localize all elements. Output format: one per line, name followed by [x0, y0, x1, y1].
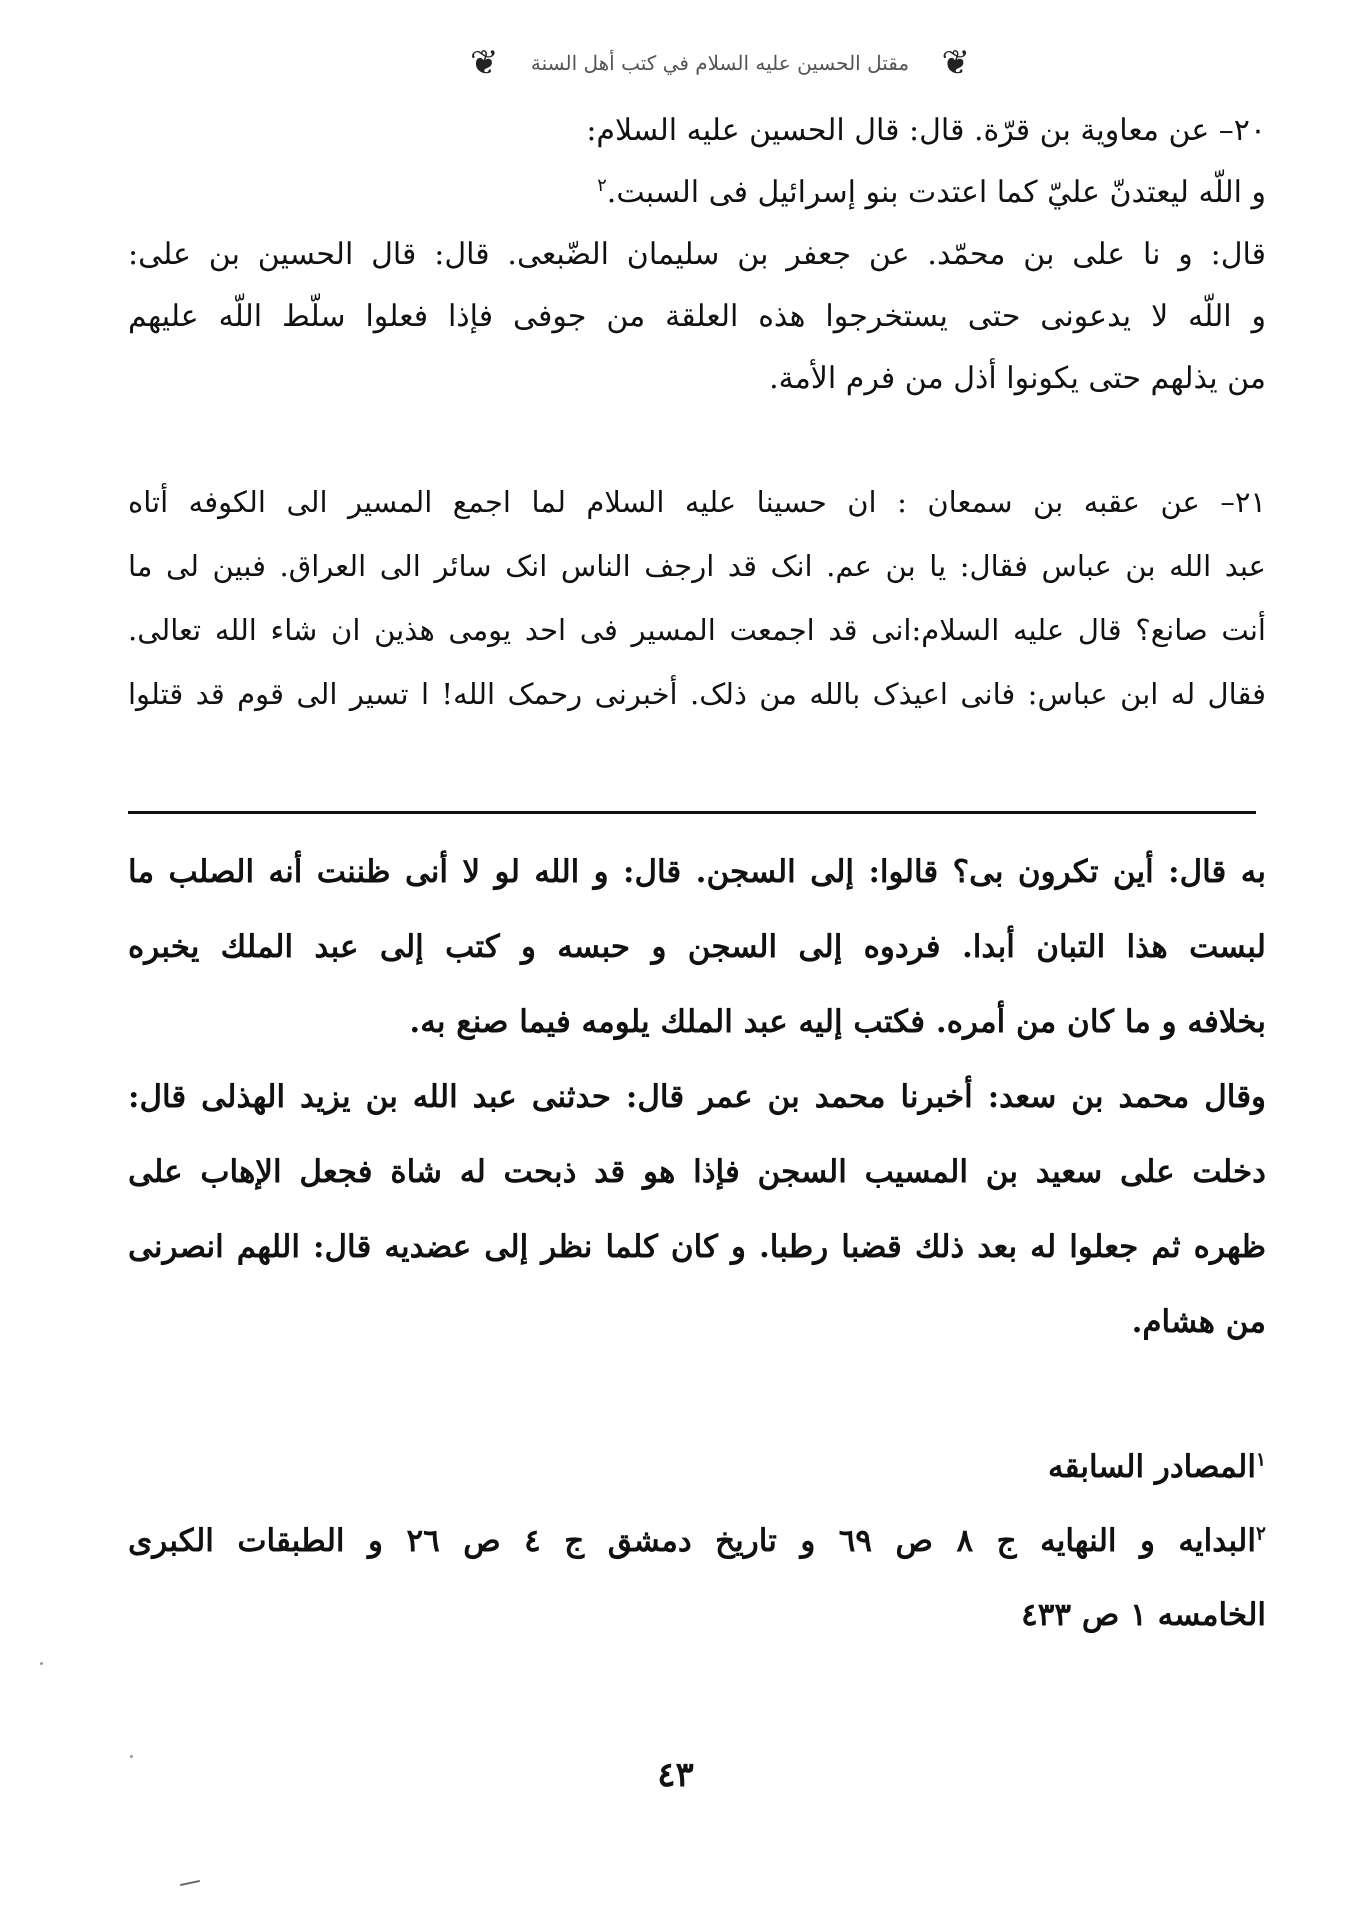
footnote-ref: ٢ — [597, 175, 607, 196]
narration-block — [128, 835, 1266, 1360]
scan-mark — [180, 1880, 200, 1886]
text-line: ظهره ثم جعلوا له بعد ذلك قضبا رطبا. و كان كلما نظر إلى عضديه قال: اللهم انصرنى — [128, 1229, 1266, 1265]
page-number: ٤٣ — [657, 1755, 694, 1795]
text-line: دخلت على سعيد بن المسيب السجن فإذا هو قد ذبحت له شاة فجعل الإهاب على — [128, 1154, 1266, 1190]
footnote-marker: ١ — [1256, 1449, 1266, 1471]
text-line: من هشام. — [1131, 1304, 1266, 1340]
text-line: قال: و نا على بن محمّد. عن جعفر بن سليمان الضّبعى. قال: قال الحسين بن على: — [128, 237, 1266, 272]
section-divider — [128, 811, 1256, 814]
text-line: به قال: أين تكرون بى؟ قالوا: إلى السجن. قال: و الله لو لا أنى ظننت أنه الصلب ما — [128, 854, 1266, 890]
hadith-21-block — [128, 470, 1266, 726]
text-line: أنت صانع؟ قال عليه السلام:انى قد اجمعت المسير فى احد يومى هذين ان شاء الله تعالى. — [128, 613, 1266, 647]
text-line: و اللّه لا يدعونى حتى يستخرجوا هذه العلقة من جوفى فإذا فعلوا سلّط اللّه عليهم — [128, 299, 1266, 334]
hadith-20-block — [128, 100, 1266, 410]
scan-speck — [130, 1755, 133, 1758]
text-line — [128, 162, 1266, 224]
footnote-text: المصادر السابقه — [1048, 1449, 1256, 1485]
ornament-left-icon: ❦ — [470, 43, 499, 83]
page-header — [470, 40, 970, 86]
text-line: من يذلهم حتى يكونوا أذل من فرم الأمة. — [769, 361, 1266, 396]
text-line: فقال له ابن عباس: فانى اعيذک بالله من ذلک. أخبرنى رحمک الله! ا تسير الى قوم قد قتلوا — [128, 677, 1266, 711]
footnote-text: البدايه و النهايه ج ٨ ص ٦٩ و تاريخ دمشق ج ٤ ص ٢٦ و الطبقات الكبرى — [128, 1523, 1256, 1559]
footnote-2 — [128, 1504, 1266, 1578]
footnotes — [128, 1430, 1266, 1652]
text-line: عبد الله بن عباس فقال: يا بن عم. انک قد ارجف الناس انک سائر الى العراق. فبين لى ما — [128, 549, 1266, 583]
footnote-marker: ٢ — [1255, 1523, 1266, 1545]
footnote-2-cont: الخامسه ١ ص ٤٣٣ — [1021, 1597, 1266, 1633]
line-text: و اللّه ليعتدنّ عليّ كما اعتدت بنو إسرائيل فى السبت. — [606, 175, 1266, 210]
text-line: ٢٠– عن معاوية بن قرّة. قال: قال الحسين عليه السلام: — [586, 113, 1266, 148]
footnote-1 — [128, 1430, 1266, 1504]
text-line: بخلافه و ما كان من أمره. فكتب إليه عبد الملك يلومه فيما صنع به. — [409, 1004, 1266, 1040]
running-header-text: مقتل الحسين عليه السلام في كتب أهل السنة — [530, 51, 910, 75]
scan-speck — [40, 1662, 43, 1665]
text-line: وقال محمد بن سعد: أخبرنا محمد بن عمر قال: حدثنى عبد الله بن يزيد الهذلى قال: — [128, 1079, 1266, 1115]
text-line: لبست هذا التبان أبدا. فردوه إلى السجن و حبسه و كتب إلى عبد الملك يخبره — [128, 929, 1266, 965]
text-line: ٢١– عن عقبه بن سمعان : ان حسينا عليه السلام لما اجمع المسير الى الكوفه أتاه — [128, 485, 1266, 519]
ornament-right-icon: ❦ — [941, 43, 970, 83]
